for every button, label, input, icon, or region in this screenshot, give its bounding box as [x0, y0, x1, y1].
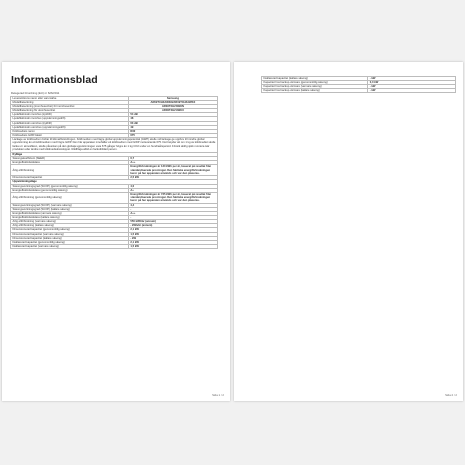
row-label: Årlig elförbrukning (kallare säsong) — [11, 224, 129, 228]
row-value: 54 dB — [128, 113, 217, 117]
row-value: 6,7 — [128, 157, 217, 161]
row-label: Ljudeffektnivån utomhus (kyldrift) — [11, 121, 129, 125]
row-value: 1,5 kW — [128, 244, 217, 248]
row-value: - kW — [368, 89, 456, 93]
refrigerant-notice: Läckage av köldmedium bidrar till klimatförändringen. Köldmedium med lägre global uppvärmningspotential (GWP) skulle vid läckage ge upphov till mindre global uppvärmning än ett köldmedium med högre GWP. Den här apparaten innehåller ett köldmedium med GWP motsvarande 675. Det betyder att om 1 kg av köldmediet skulle läcka ut i atmosfären, skulle påverkan på den globala uppvärmningen vara 675 gånger högre än 1 kg CO2 under en hundraårsperiod. Försök aldrig själv montera isär produkten eller ändra med köldmediekretsloppet. Rådfråga alltid en fackutbildad person. — [11, 137, 218, 152]
row-value: AR09TXHZAWKX — [128, 109, 217, 113]
row-value: 0,0 kW — [368, 81, 456, 85]
section-heading: Uppvärmningsläge — [11, 180, 218, 184]
row-label: Ljudeffektnivån inomhus (kyldrift) — [11, 113, 129, 117]
table-row — [11, 244, 218, 248]
row-value: 2,5 kW — [128, 176, 217, 180]
row-label: Energieffektivitetsklass (kallare säsong) — [11, 216, 129, 220]
row-label: Dimensionerad kapacitet — [11, 176, 129, 180]
row-value: - — [128, 207, 217, 211]
row-label: Ljudeffektnivån utomhus (uppvärmningsdrift) — [11, 125, 129, 129]
row-value: A++ — [128, 212, 217, 216]
row-value: 2,1 kW — [128, 228, 217, 232]
row-value: 49 — [128, 125, 217, 129]
row-label: Årlig elförbrukning — [11, 165, 129, 176]
row-label: Energieffektivitetsklass (genomsnittlig säsong) — [11, 188, 129, 192]
document-title: Informationsblad — [11, 74, 98, 86]
document-page-1 — [2, 62, 230, 401]
row-label: Säsongsverkningsgrad (SCOP) (varmare säsong) — [11, 203, 129, 207]
row-label: Årlig elförbrukning (varmare säsong) — [11, 220, 129, 224]
row-value: Samsung — [128, 97, 217, 101]
document-page-2 — [234, 62, 463, 401]
row-value: 2,1 kW — [128, 240, 217, 244]
row-value: 675 — [128, 133, 217, 137]
row-value: 63 dB — [128, 121, 217, 125]
row-label: Ljudeffektnivån inomhus (uppvärmningsdrift) — [11, 117, 129, 121]
row-value: R32 — [128, 129, 217, 133]
row-label: Deklarerad kapacitet (varmare säsong) — [11, 244, 129, 248]
row-label: Kapacitet hos backup-värmare (varmare säsong) — [262, 85, 368, 89]
row-value: 550 kWh/år (annum) — [128, 220, 217, 224]
row-label: Modellbeteckning — [11, 101, 129, 105]
document-subtitle: Delegerad förordning (EU) nr 626/2011 — [11, 91, 60, 95]
row-label: Modellbeteckning (inomhusenhet) för inomhusenhet — [11, 105, 129, 109]
row-value: A+ — [128, 188, 217, 192]
page-number: Sida 1 / 2 — [212, 393, 224, 397]
row-label: Dimensionerad kapacitet (genomsnittlig säsong) — [11, 228, 129, 232]
row-value: - kW — [128, 236, 217, 240]
row-label: Energieffektivitetsklass — [11, 161, 129, 165]
specification-table — [10, 96, 218, 249]
row-label: Säsongskoefficient (SEER) — [11, 157, 129, 161]
row-label: Energieffektivitetsklass (varmare säsong) — [11, 212, 129, 216]
row-label: Kapacitet hos backup-värmare (kallare säsong) — [262, 89, 368, 93]
row-value: 4,0 — [128, 184, 217, 188]
table-row — [11, 192, 218, 203]
row-value: Energiförbrukningen är 735 kWh per år, baserat på resultat från standardiserade provningar. Den faktiska energiförbrukningen beror på hur apparaten används och var den placeras. — [128, 192, 217, 203]
row-label: Säsongsverkningsgrad (SCOP) (kallare säsong) — [11, 207, 129, 211]
table-row — [11, 165, 218, 176]
row-label: Säsongsverkningsgrad (SCOP) (genomsnittlig säsong) — [11, 184, 129, 188]
row-label: Deklarerad kapacitet (genomsnittlig säsong) — [11, 240, 129, 244]
row-value: - kW — [368, 77, 456, 81]
row-label: Köldmediets GWP-faktor — [11, 133, 129, 137]
section-heading: Kylläge — [11, 152, 218, 156]
row-value: 48 — [128, 117, 217, 121]
row-value: AR09TXHZAWKN — [128, 105, 217, 109]
table-row — [11, 137, 218, 152]
row-label: Dimensionerad kapacitet (kallare säsong) — [11, 236, 129, 240]
row-label: Modellbeteckning för utomhusenhet — [11, 109, 129, 113]
row-label: Dimensionerad kapacitet (varmare säsong) — [11, 232, 129, 236]
row-value: Energiförbrukningen är 130 kWh per år, baserat på resultat från standardiserade provningar. Den faktiska energiförbrukningen beror på hur apparaten används och var den placeras. — [128, 165, 217, 176]
row-label: Deklarerad kapacitet (kallare säsong) — [262, 77, 368, 81]
row-value: - — [128, 216, 217, 220]
row-label: Leverantörens namn eller varumärke — [11, 97, 129, 101]
row-label: Årlig elförbrukning (genomsnittlig säsong) — [11, 192, 129, 203]
row-label: Köldmediets namn — [11, 129, 129, 133]
table-row — [262, 89, 456, 93]
row-value: AR09TXHZAWKN/AR09TXHZAWKX — [128, 101, 217, 105]
page-number: Sida 2 / 2 — [445, 393, 457, 397]
specification-table-continued — [261, 76, 456, 93]
row-value: 4,4 — [128, 203, 217, 207]
row-label: Kapacitet hos backup-värmare (genomsnittlig säsong) — [262, 81, 368, 85]
row-value: - kWh/år (annum) — [128, 224, 217, 228]
row-value: 1,5 kW — [128, 232, 217, 236]
row-value: - kW — [368, 85, 456, 89]
row-value: A++ — [128, 161, 217, 165]
